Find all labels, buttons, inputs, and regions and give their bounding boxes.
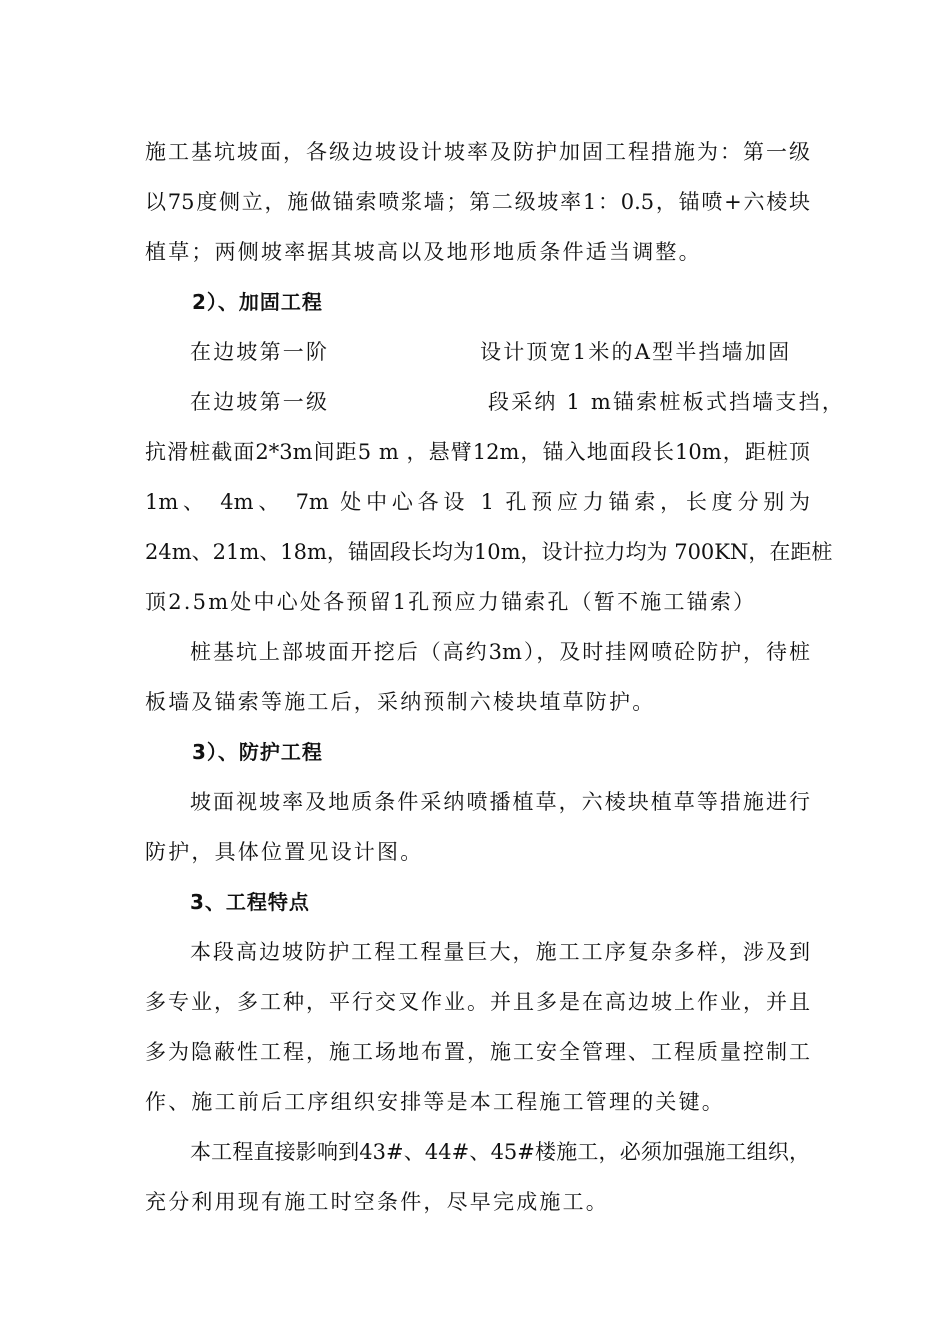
section-heading: 2）、加固工程	[192, 290, 323, 314]
paragraph-line: 坡面视坡率及地质条件采纳喷播植草，六棱块植草等措施进行	[190, 790, 810, 814]
section-heading: 3）、防护工程	[192, 740, 323, 764]
paragraph-line: 本工程直接影响到43#、44#、45#楼施工，必须加强施工组织，	[190, 1140, 810, 1164]
paragraph-line: 施工基坑坡面，各级边坡设计坡率及防护加固工程措施为：第一级	[145, 140, 810, 164]
paragraph-line: 防护，具体位置见设计图。	[145, 840, 424, 864]
paragraph-line	[190, 337, 810, 367]
section-heading: 3、工程特点	[190, 890, 310, 914]
line-left-segment: 在边坡第一阶	[190, 340, 330, 364]
paragraph-line: 桩基坑上部坡面开挖后（高约3m），及时挂网喷砼防护，待桩	[190, 640, 810, 664]
paragraph-line: 作、施工前后工序组织安排等是本工程施工管理的关键。	[145, 1090, 725, 1114]
paragraph-line: 以75度侧立，施做锚索喷浆墙；第二级坡率1：0.5，锚喷+六棱块	[145, 190, 810, 214]
paragraph-line	[190, 387, 846, 417]
line-left-segment: 在边坡第一级	[190, 390, 330, 414]
line-right-segment: 段采纳 1 m锚索桩板式挡墙支挡，	[488, 390, 846, 414]
paragraph-line: 板墙及锚索等施工后，采纳预制六棱块埴草防护。	[145, 690, 656, 714]
paragraph-line: 1m、 4m、 7m 处中心各设 1 孔预应力锚索，长度分别为	[145, 490, 810, 514]
paragraph-line: 24m、21m、18m，锚固段长均为10m，设计拉力均为 700KN，在距桩	[145, 540, 833, 564]
paragraph-line: 植草；两侧坡率据其坡高以及地形地质条件适当调整。	[145, 240, 702, 264]
paragraph-line: 本段高边坡防护工程工程量巨大，施工工序复杂多样，涉及到	[190, 940, 810, 964]
paragraph-line: 多为隐蔽性工程，施工场地布置，施工安全管理、工程质量控制工	[145, 1040, 810, 1064]
paragraph-line: 抗滑桩截面2*3m间距5 m ，悬臂12m，锚入地面段长10m，距桩顶	[145, 440, 810, 464]
paragraph-line: 顶2.5m处中心处各预留1孔预应力锚索孔（暂不施工锚索）	[145, 590, 757, 614]
line-right-segment: 设计顶宽1米的A型半挡墙加固	[480, 340, 792, 364]
paragraph-line: 多专业，多工种，平行交叉作业。并且多是在高边坡上作业，并且	[145, 990, 810, 1014]
paragraph-line: 充分利用现有施工时空条件，尽早完成施工。	[145, 1190, 609, 1214]
